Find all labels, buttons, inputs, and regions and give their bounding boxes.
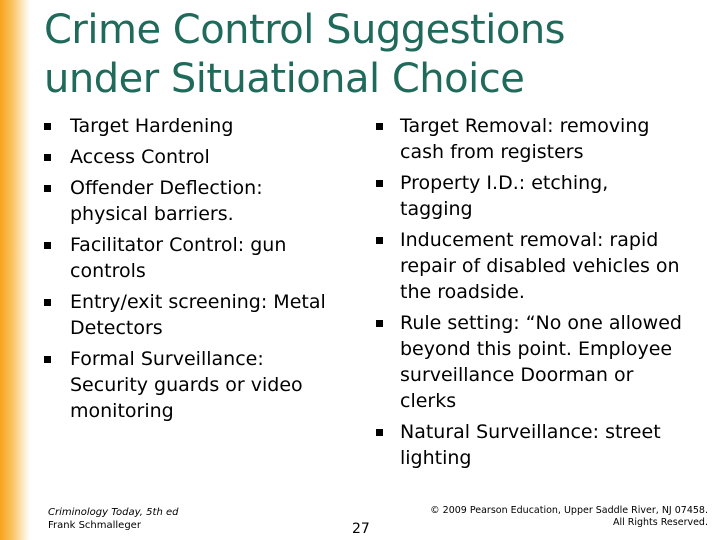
square-bullet-icon (376, 123, 383, 130)
left-bullet-list (42, 113, 342, 429)
list-item-text: Inducement removal: rapid repair of disabled vehicles on the roadside. (400, 229, 680, 303)
accent-side-bar (0, 0, 30, 540)
title-line-1: Crime Control Suggestions (44, 7, 566, 53)
list-item (42, 346, 342, 424)
footer-copyright (430, 505, 708, 529)
list-item (374, 227, 684, 305)
footer-source (48, 506, 178, 532)
square-bullet-icon (44, 299, 51, 306)
list-item (374, 113, 684, 165)
list-item-text: Entry/exit screening: Metal Detectors (70, 291, 326, 339)
footer-author: Frank Schmalleger (48, 520, 141, 531)
list-item-text: Rule setting: “No one allowed beyond this point. Employee surveillance Doorman or clerks (400, 312, 682, 412)
list-item (42, 232, 342, 284)
title-line-2: under Situational Choice (44, 56, 525, 102)
list-item-text: Offender Deflection: physical barriers. (70, 177, 263, 225)
square-bullet-icon (376, 320, 383, 327)
square-bullet-icon (44, 123, 51, 130)
list-item (374, 419, 684, 471)
list-item-text: Property I.D.: etching, tagging (400, 172, 609, 220)
list-item (374, 170, 684, 222)
footer-book-title: Criminology Today, 5th ed (48, 507, 179, 518)
list-item-text: Facilitator Control: gun controls (70, 234, 287, 282)
right-bullet-list (374, 113, 684, 476)
list-item (42, 175, 342, 227)
slide-title (44, 6, 684, 104)
square-bullet-icon (376, 429, 383, 436)
square-bullet-icon (376, 237, 383, 244)
square-bullet-icon (44, 154, 51, 161)
square-bullet-icon (44, 185, 51, 192)
list-item-text: Natural Surveillance: street lighting (400, 421, 661, 469)
list-item (42, 113, 342, 139)
list-item-text: Formal Surveillance: Security guards or video monitoring (70, 348, 303, 422)
list-item-text: Target Removal: removing cash from registers (400, 115, 650, 163)
list-item (42, 144, 342, 170)
square-bullet-icon (376, 180, 383, 187)
square-bullet-icon (44, 356, 51, 363)
list-item-text: Access Control (70, 146, 210, 168)
copyright-line-1: © 2009 Pearson Education, Upper Saddle River, NJ 07458. (430, 505, 708, 516)
list-item (42, 289, 342, 341)
list-item-text: Target Hardening (70, 115, 234, 137)
copyright-line-2: All Rights Reserved. (612, 517, 708, 528)
page-number: 27 (352, 521, 370, 537)
square-bullet-icon (44, 242, 51, 249)
list-item (374, 310, 684, 414)
